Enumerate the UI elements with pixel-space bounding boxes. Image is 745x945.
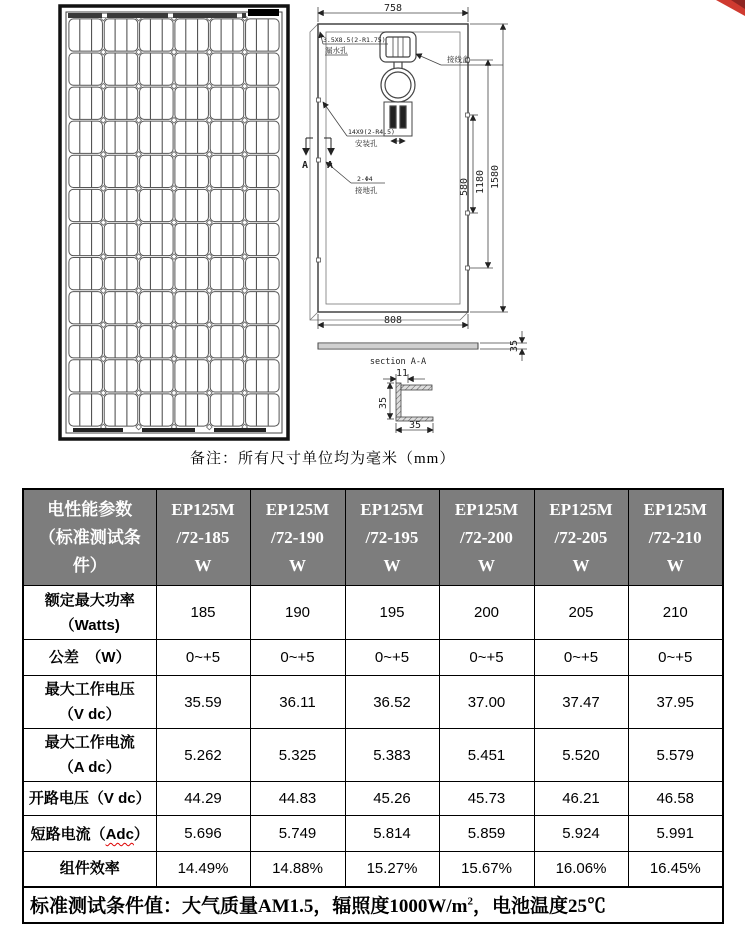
section-strip — [318, 343, 478, 349]
row-label — [23, 782, 156, 816]
param-header-line: 电性能参数 — [47, 499, 133, 519]
row-label — [23, 586, 156, 640]
model-header-line: EP125M — [171, 499, 235, 519]
stc-superscript: 2 — [467, 895, 474, 908]
value-cell: 0~+5 — [345, 640, 439, 676]
value-cell: 15.67% — [439, 852, 534, 887]
value-cell: 35.59 — [156, 676, 250, 729]
model-header-line: W — [289, 555, 306, 575]
corner-tab — [248, 9, 279, 16]
value-cell: 5.924 — [534, 816, 628, 852]
row-label-line: （V dc） — [58, 706, 121, 723]
table-body — [23, 586, 723, 887]
value-cell: 210 — [628, 586, 723, 640]
dim-length-1580: 1580 — [490, 164, 501, 190]
row-label — [23, 729, 156, 782]
row-label-line: 最大工作电流 — [44, 734, 135, 751]
value-cell: 36.11 — [250, 676, 345, 729]
value-cell: 195 — [345, 586, 439, 640]
value-cell: 205 — [534, 586, 628, 640]
param-column-header — [23, 489, 156, 586]
panel-back-view-drawing — [295, 2, 560, 442]
value-cell: 5.579 — [628, 729, 723, 782]
value-cell: 5.814 — [345, 816, 439, 852]
param-header-line: 件） — [72, 555, 107, 575]
table-row — [23, 852, 723, 887]
row-label-text: 短路电流（ — [30, 826, 106, 843]
value-cell: 5.325 — [250, 729, 345, 782]
bottom-busbar — [73, 428, 123, 432]
row-label-line: 公差 （W） — [48, 649, 131, 666]
bottom-busbar — [142, 428, 195, 432]
value-cell: 44.83 — [250, 782, 345, 816]
dim-profile-width: 11 — [395, 368, 409, 379]
dimension-unit-note: 备注：所有尺寸单位均为毫米（mm） — [190, 451, 456, 467]
value-cell: 5.262 — [156, 729, 250, 782]
value-cell: 37.47 — [534, 676, 628, 729]
row-label — [23, 640, 156, 676]
value-cell: 5.696 — [156, 816, 250, 852]
table-row — [23, 676, 723, 729]
row-label — [23, 676, 156, 729]
model-header-line: EP125M — [549, 499, 613, 519]
mounting-hole-spec: 14X9(2-R4.5) — [348, 128, 395, 136]
model-header-line: W — [478, 555, 495, 575]
value-cell: 16.06% — [534, 852, 628, 887]
model-header-line: /72-200 — [460, 527, 513, 547]
row-label — [23, 852, 156, 887]
value-cell: 0~+5 — [156, 640, 250, 676]
model-column-header — [439, 489, 534, 586]
model-column-header — [345, 489, 439, 586]
row-label-line: （Watts) — [59, 616, 120, 634]
value-cell: 16.45% — [628, 852, 723, 887]
stc-text-post: ，电池温度25℃ — [473, 896, 607, 917]
row-label-line: 组件效率 — [59, 860, 120, 878]
value-cell: 14.88% — [250, 852, 345, 887]
value-cell: 15.27% — [345, 852, 439, 887]
model-header-line: EP125M — [643, 499, 707, 519]
model-header-line: EP125M — [265, 499, 330, 519]
table-row — [23, 640, 723, 676]
value-cell: 5.383 — [345, 729, 439, 782]
spellcheck-underlined-text: Adc — [105, 826, 134, 843]
value-cell: 45.26 — [345, 782, 439, 816]
junction-box-label: 接线盒 — [447, 55, 470, 64]
value-cell: 5.520 — [534, 729, 628, 782]
dim-holes-580: 580 — [459, 177, 470, 197]
header-row — [23, 489, 723, 586]
model-header-line: /72-205 — [554, 527, 608, 547]
table-footer — [23, 887, 723, 923]
table-row — [23, 586, 723, 640]
dim-holes-1180: 1180 — [475, 169, 486, 195]
model-header-line: /72-210 — [648, 527, 702, 547]
corner-ribbon-shadow — [731, 0, 745, 9]
row-label — [23, 816, 156, 852]
ground-hole-label: 接地孔 — [355, 186, 378, 195]
value-cell: 36.52 — [345, 676, 439, 729]
table-header — [23, 489, 723, 586]
dim-profile-foot: 35 — [408, 420, 422, 431]
model-column-header — [250, 489, 345, 586]
row-label-text: ） — [133, 826, 149, 843]
frame-profile-detail — [378, 368, 433, 433]
top-busbar — [68, 13, 246, 18]
table-row — [23, 729, 723, 782]
stc-conditions-cell — [23, 887, 723, 923]
row-label-line: （A dc） — [58, 759, 121, 776]
value-cell: 200 — [439, 586, 534, 640]
dim-thickness-35: 35 — [509, 339, 520, 353]
value-cell: 185 — [156, 586, 250, 640]
value-cell: 45.73 — [439, 782, 534, 816]
value-cell: 46.58 — [628, 782, 723, 816]
value-cell: 46.21 — [534, 782, 628, 816]
model-column-header — [628, 489, 723, 586]
value-cell: 5.991 — [628, 816, 723, 852]
row-label-line: 开路电压（V dc） — [28, 790, 151, 807]
electrical-parameters-table — [22, 488, 724, 924]
ground-hole-spec: 2-Φ4 — [357, 175, 373, 183]
value-cell: 0~+5 — [439, 640, 534, 676]
model-header-line: /72-185 — [176, 527, 230, 547]
stc-footer-row — [23, 887, 723, 923]
value-cell: 14.49% — [156, 852, 250, 887]
dim-width-top: 758 — [383, 3, 403, 14]
table-row — [23, 816, 723, 852]
model-header-line: EP125M — [454, 499, 519, 519]
model-column-header — [156, 489, 250, 586]
mounting-hole-label: 安装孔 — [355, 139, 378, 148]
value-cell: 0~+5 — [534, 640, 628, 676]
value-cell: 44.29 — [156, 782, 250, 816]
model-header-line: W — [383, 555, 401, 575]
section-letter-a2: A — [327, 160, 334, 171]
model-column-header — [534, 489, 628, 586]
section-letter-a1: A — [302, 160, 309, 171]
model-header-line: EP125M — [360, 499, 424, 519]
value-cell: 37.95 — [628, 676, 723, 729]
value-cell: 5.749 — [250, 816, 345, 852]
section-title: section A-A — [369, 357, 427, 367]
model-header-line: W — [194, 555, 212, 575]
model-header-line: /72-195 — [365, 527, 419, 547]
bottom-busbar — [214, 428, 266, 432]
model-header-line: W — [572, 555, 590, 575]
param-header-line: （标准测试条 — [38, 527, 141, 547]
value-cell: 5.859 — [439, 816, 534, 852]
model-header-line: /72-190 — [271, 527, 324, 547]
panel-front-view-drawing — [58, 4, 290, 441]
value-cell: 37.00 — [439, 676, 534, 729]
row-label-line: 额定最大功率 — [44, 591, 135, 609]
drain-hole-label: 漏水孔 — [325, 46, 348, 55]
table-row — [23, 782, 723, 816]
model-header-line: W — [666, 555, 684, 575]
value-cell: 190 — [250, 586, 345, 640]
value-cell: 0~+5 — [628, 640, 723, 676]
dim-width-bottom: 808 — [383, 315, 403, 326]
drain-hole-spec: 3.5X8.5(2-R1.75) — [323, 36, 386, 44]
stc-text-pre: 标准测试条件值：大气质量AM1.5，辐照度1000W/m — [30, 896, 468, 917]
value-cell: 5.451 — [439, 729, 534, 782]
row-label-line: 最大工作电压 — [44, 681, 135, 698]
value-cell: 0~+5 — [250, 640, 345, 676]
dim-profile-height: 35 — [378, 396, 389, 410]
